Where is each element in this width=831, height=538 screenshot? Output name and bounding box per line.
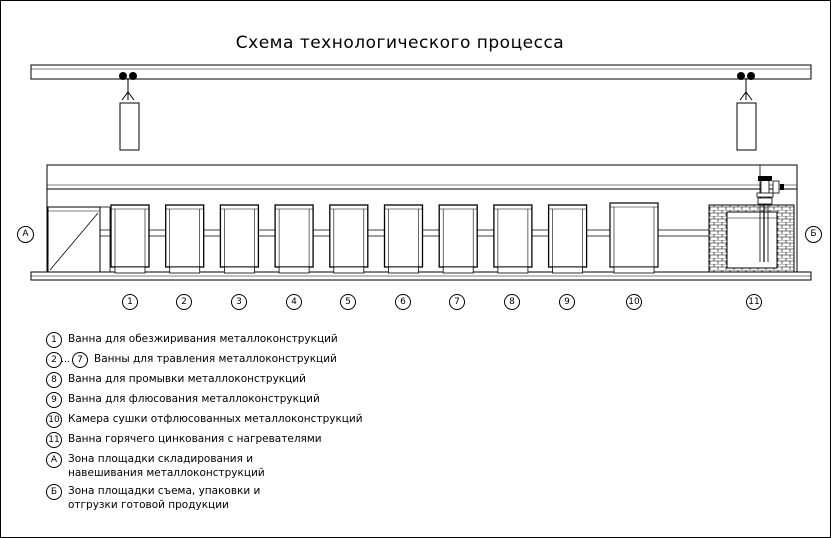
process-tank — [166, 205, 204, 273]
tank-number-6: 6 — [395, 294, 411, 310]
legend-range-dots: … — [61, 355, 70, 365]
legend-marker: 2 — [46, 352, 62, 368]
legend-text: Камера сушки отфлюсованных металлоконструкций — [68, 413, 363, 425]
legend-text: Ванны для травления металлоконструкций — [94, 353, 337, 365]
legend-marker: 1 — [46, 332, 62, 348]
legend-text: Ванна горячего цинкования с нагревателями — [68, 433, 322, 445]
tank-number-1: 1 — [122, 294, 138, 310]
tank-number-4: 4 — [286, 294, 302, 310]
zone-a-label: А — [17, 226, 34, 243]
tank-number-3: 3 — [231, 294, 247, 310]
legend-marker: Б — [46, 484, 62, 500]
legend — [46, 332, 466, 516]
legend-marker-end: 7 — [72, 352, 88, 368]
tank-number-2: 2 — [176, 294, 192, 310]
process-tank — [275, 205, 313, 273]
process-tank — [494, 205, 532, 273]
process-tank — [385, 205, 423, 273]
hoist-right — [737, 72, 756, 150]
legend-marker: 10 — [46, 412, 62, 428]
process-tank — [111, 205, 149, 273]
tank-number-7: 7 — [449, 294, 465, 310]
legend-marker: А — [46, 452, 62, 468]
tank-number-11: 11 — [746, 294, 762, 310]
process-tank — [549, 205, 587, 273]
process-tank — [330, 205, 368, 273]
zone-b-label: Б — [805, 226, 822, 243]
tank-row — [111, 205, 587, 273]
process-tank — [220, 205, 258, 273]
legend-item-fluxing — [46, 392, 466, 412]
legend-item-pickling — [46, 352, 466, 372]
hoist-left — [119, 72, 139, 150]
tank-number-10: 10 — [626, 294, 642, 310]
process-tank — [439, 205, 477, 273]
legend-marker: 9 — [46, 392, 62, 408]
legend-text: Зона площадки складирования и навешивания металлоконструкций — [68, 453, 265, 479]
tank-number-8: 8 — [504, 294, 520, 310]
legend-marker: 8 — [46, 372, 62, 388]
legend-text: Ванна для обезжиривания металлоконструкций — [68, 333, 338, 345]
drying-chamber — [610, 203, 658, 273]
legend-item-rinsing — [46, 372, 466, 392]
legend-text: Ванна для флюсования металлоконструкций — [68, 393, 320, 405]
legend-text: Зона площадки съема, упаковки и отгрузки готовой продукции — [68, 485, 261, 511]
diagram-title: Схема технологического процесса — [235, 33, 565, 53]
crane-rail — [31, 65, 811, 79]
galvanizing-bath — [709, 176, 794, 272]
tank-number-9: 9 — [559, 294, 575, 310]
tank-number-5: 5 — [340, 294, 356, 310]
legend-item-zone-b — [46, 484, 466, 516]
legend-item-drying — [46, 412, 466, 432]
legend-marker: 11 — [46, 432, 62, 448]
legend-item-degreasing — [46, 332, 466, 352]
zone-a-storage — [48, 207, 110, 272]
legend-item-zone-a — [46, 452, 466, 484]
legend-text: Ванна для промывки металлоконструкций — [68, 373, 306, 385]
legend-item-galvanizing — [46, 432, 466, 452]
